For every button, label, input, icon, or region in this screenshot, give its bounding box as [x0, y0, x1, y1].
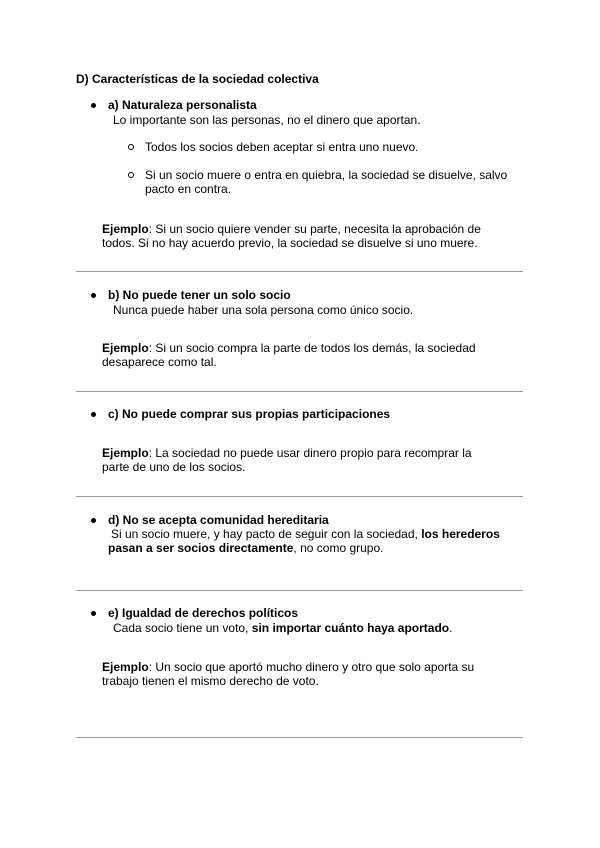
desc-text: Cada socio tiene un voto,: [113, 621, 252, 635]
section-d-desc-cont: [108, 541, 383, 555]
circle-bullet-icon: [128, 172, 134, 178]
divider: [76, 496, 523, 497]
section-c-example-cont: parte de uno de los socios.: [102, 460, 246, 474]
section-a-subitem-2-cont: pacto en contra.: [145, 182, 232, 196]
section-a-example: [102, 222, 481, 236]
section-a-desc: Lo importante son las personas, no el dinero que aportan.: [113, 113, 421, 127]
section-a-title: a) Naturaleza personalista: [108, 98, 257, 112]
example-text: : La sociedad no puede usar dinero propio para recomprar la: [148, 446, 472, 460]
desc-bold-text: pasan a ser socios directamente: [108, 541, 294, 555]
example-label: Ejemplo: [102, 341, 149, 355]
bullet-icon: [91, 103, 96, 108]
example-text: : Si un socio compra la parte de todos los demás, la sociedad: [148, 341, 476, 355]
section-d-title: d) No se acepta comunidad hereditaria: [108, 513, 329, 527]
section-e-example-cont: trabajo tienen el mismo derecho de voto.: [102, 674, 319, 688]
section-b-example-cont: desaparece como tal.: [102, 355, 217, 369]
section-c-example: [102, 446, 472, 460]
section-b-example: [102, 341, 476, 355]
example-text: : Si un socio quiere vender su parte, necesita la aprobación de: [148, 222, 481, 236]
section-e-example: [102, 660, 474, 674]
section-b-title: b) No puede tener un solo socio: [108, 288, 291, 302]
section-a-example-cont: todos. Si no hay acuerdo previo, la sociedad se disuelve si uno muere.: [102, 236, 478, 250]
section-d-desc: [111, 527, 500, 541]
bullet-icon: [91, 293, 96, 298]
section-c-title: c) No puede comprar sus propias participaciones: [108, 407, 391, 421]
section-e-title: e) Igualdad de derechos políticos: [108, 606, 299, 620]
bullet-icon: [91, 518, 96, 523]
desc-text: .: [449, 621, 453, 635]
divider: [76, 737, 523, 738]
bullet-icon: [91, 611, 96, 616]
section-heading: D) Características de la sociedad colectiva: [76, 72, 319, 86]
example-label: Ejemplo: [102, 446, 149, 460]
desc-bold-text: los herederos: [421, 527, 500, 541]
desc-text: Si un socio muere, y hay pacto de seguir con la sociedad,: [111, 527, 422, 541]
divider: [76, 590, 523, 591]
section-a-subitem-1: Todos los socios deben aceptar si entra uno nuevo.: [145, 140, 419, 154]
circle-bullet-icon: [128, 144, 134, 150]
example-label: Ejemplo: [102, 222, 149, 236]
bullet-icon: [91, 412, 96, 417]
section-a-subitem-2: Si un socio muere o entra en quiebra, la sociedad se disuelve, salvo: [145, 168, 508, 182]
section-e-desc: [113, 621, 452, 635]
section-b-desc: Nunca puede haber una sola persona como único socio.: [113, 303, 414, 317]
divider: [76, 271, 523, 272]
example-text: : Un socio que aportó mucho dinero y otro que solo aporta su: [148, 660, 475, 674]
desc-bold-text: sin importar cuánto haya aportado: [251, 621, 450, 635]
example-label: Ejemplo: [102, 660, 149, 674]
divider: [76, 391, 523, 392]
desc-text: , no como grupo.: [293, 541, 384, 555]
